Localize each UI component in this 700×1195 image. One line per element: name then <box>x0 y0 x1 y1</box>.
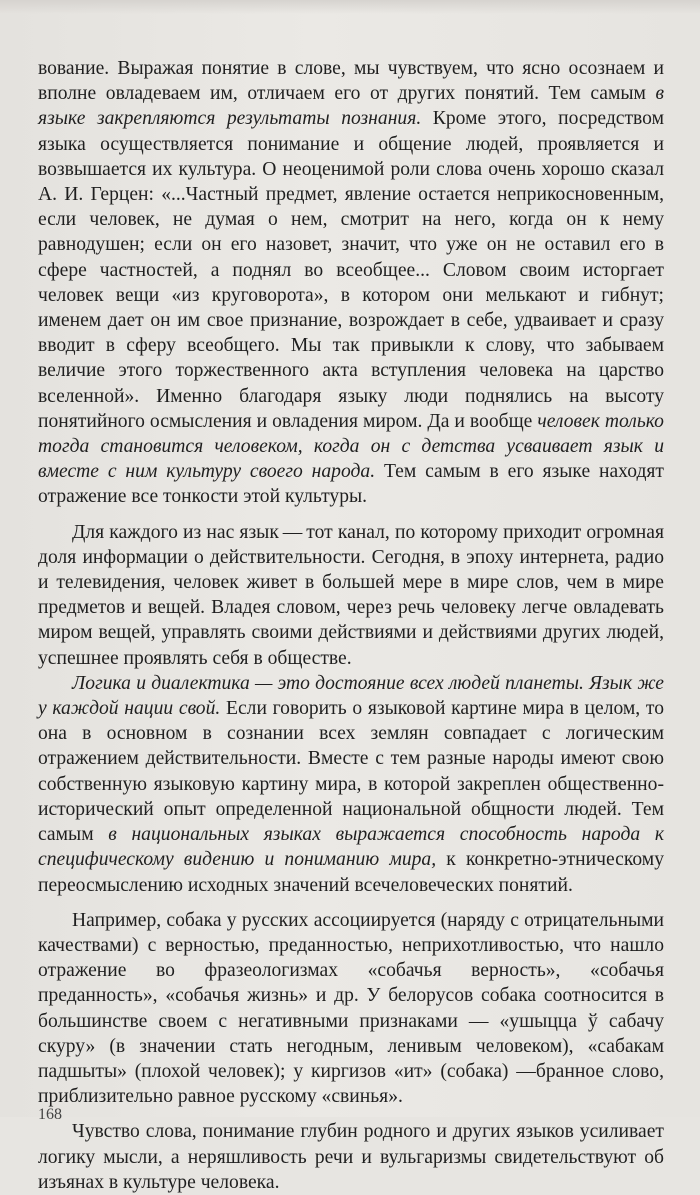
text-run: вование. Выражая понятие в слове, мы чувствуем, что ясно осознаем и вполне овладеваем им, отличаем его от других понятий. Тем самым <box>38 58 664 105</box>
text-run: к конкретно-этническому переосмыслению исходных значений всечеловеческих понятий. <box>38 849 664 896</box>
body-text <box>38 56 664 1195</box>
page-number: 168 <box>38 1106 62 1123</box>
paragraph-3 <box>38 671 664 898</box>
text-run: Если говорить о языковой картине мира в целом, то она в основном в сознании всех землян совпадает с логическим отражением действительности. Вместе с тем разные народы имеют свою собственную языковую картину мира, в которой закреплен общественно-исторический опыт определенной национальной общности людей. Тем самым <box>38 698 664 846</box>
text-run: Например, собака у русских ассоциируется (наряду с отрицательными качествами) с верностью, преданностью, неприхотливостью, что нашло отражение во фразеологизмах «собачья верность», «собачья преданность», «собачья жизнь» и др. У белорусов собака соотносится в большинстве своем с негативными признаками — «ушыцца ў сабачу скуру» (в значении стать негодным, ленивым человеком), «сабакам падшыты» (плохой человек); у киргизов «ит» (собака) —бранное слово, приблизительно равное русскому «свинья». <box>38 909 664 1108</box>
paragraph-5 <box>38 1119 664 1195</box>
text-run: Кроме этого, посредством языка осуществляется понимание и общение людей, проявляется и возвышается их культура. О неоценимой роли слова очень хорошо сказал А. И. Герцен: «...Частный предмет, явление остается неприкосновенным, если человек, не думая о нем, смотрит на него, когда он к нему равнодушен; если он его назовет, значит, что уже он не оставил его в сфере частностей, а поднял во всеобщее... Словом своим исторгает человек вещи «из круговорота», в котором они мелькают и гибнут; именем дает он им свое признание, возрождает в себе, удваивает и сразу вводит в сферу всеобщего. Мы так привыкли к слову, что забываем величие этого торжественного акта вступления человека на царство вселенной». Именно благодаря языку люди поднялись на высоту понятийного осмысления и овладения миром. Да и вообще <box>38 108 664 432</box>
text-run: Для каждого из нас язык — тот канал, по которому приходит огромная доля информации о действительности. Сегодня, в эпоху интернета, радио и телевидения, человек живет в большей мере в мире слов, чем в мире предметов и вещей. Владея словом, через речь человеку легче овладевать миром вещей, управлять своими действиями и действиями других людей, успешнее проявлять себя в обществе. <box>38 521 664 669</box>
text-run: Чувство слова, понимание глубин родного и других языков усиливает логику мысли, а неряшливость речи и вульгаризмы свидетельствуют об изъянах в культуре человека. <box>38 1121 664 1193</box>
paragraph-1 <box>38 56 664 510</box>
italic-run: в национальных языках выражается способность народа к специфическому видению и пониманию мира, <box>38 824 665 871</box>
page-edge-shadow <box>0 0 700 14</box>
italic-run: в языке закрепляются результаты познания. <box>38 83 664 130</box>
paragraph-2 <box>38 520 664 671</box>
italic-run: человек только тогда становится человеком, когда он с детства усваивает язык и вместе с ним культуру своего народа. <box>38 410 664 483</box>
italic-run: Логика и диалектика — это достояние всех людей планеты. Язык же у каждой нации свой. <box>38 672 664 720</box>
paragraph-4 <box>38 908 664 1110</box>
text-run: Тем самым в его языке находят отражение все тонкости этой культуры. <box>38 461 664 508</box>
